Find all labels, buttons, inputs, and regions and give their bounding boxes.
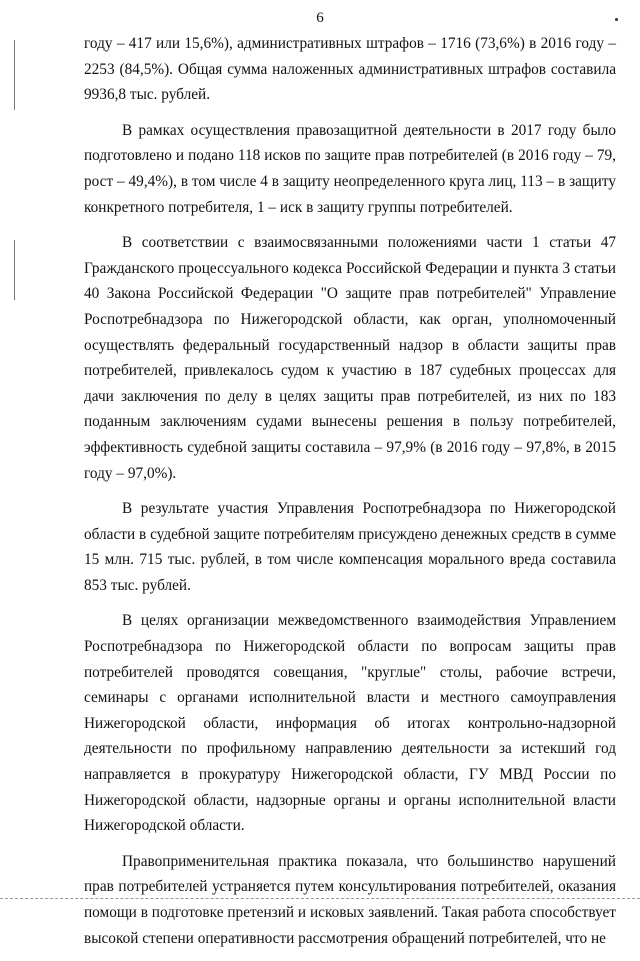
- scan-margin-mark: [14, 40, 15, 110]
- scan-bottom-edge: [0, 897, 640, 899]
- paragraph: году – 417 или 15,6%), административных штрафов – 1716 (73,6%) в 2016 году – 2253 (84,5%). Общая сумма наложенных административных штрафов составила 9936,8 тыс. рублей.: [84, 35, 616, 104]
- scan-dot: [615, 18, 618, 21]
- paragraph: В соответствии с взаимосвязанными положениями части 1 статьи 47 Гражданского процессуального кодекса Российской Федерации и пункта 3 статьи 40 Закона Российской Федерации "О защите прав потребителей" Управление Роспотребнадзора по Нижегородской области, как орган, уполномоченный осуществлять федеральный государственный надзор в области защиты прав потребителей, привлекалось судом к участию в 187 судебных процессах для дачи заключения по делу в целях защиты прав потребителей, из них по 183 поданным заключениям судами вынесены решения в пользу потребителей, эффективность судебной защиты составила – 97,9% (в 2016 году – 97,8%, в 2015 году – 97,0%).: [84, 234, 616, 482]
- paragraph: В рамках осуществления правозащитной деятельности в 2017 году было подготовлено и подано 118 исков по защите прав потребителей (в 2016 году – 79, рост – 49,4%), в том числе 4 в защиту неопределенного круга лиц, 113 – в защиту конкретного потребителя, 1 – иск в защиту группы потребителей.: [84, 121, 616, 216]
- page-number: 6: [316, 10, 324, 26]
- scan-margin-mark: [14, 240, 15, 300]
- paragraph: В результате участия Управления Роспотребнадзора по Нижегородской области в судебной защите потребителям присуждено денежных средств в сумме 15 млн. 715 тыс. рублей, в том числе компенсация морального вреда составила 853 тыс. рублей.: [84, 500, 616, 594]
- document-body: [84, 31, 616, 961]
- paragraph: В целях организации межведомственного взаимодействия Управлением Роспотребнадзора по Нижегородской области по вопросам защиты прав потребителей проводятся совещания, "круглые" столы, рабочие встречи, семинары с органами исполнительной власти и местного самоуправления Нижегородской области, информация об итогах контрольно-надзорной деятельности по профильному направлению деятельности за истекший год направляется в прокуратуру Нижегородской области, ГУ МВД России по Нижегородской области, надзорные органы и органы исполнительной власти Нижегородской области.: [84, 612, 616, 835]
- paragraph: Правоприменительная практика показала, что большинство нарушений прав потребителей устраняется путем консультирования потребителей, оказания помощи в подготовке претензий и исковых заявлений. Такая работа способствует высокой степени оперативности рассмотрения обращений потребителей, что не: [84, 852, 616, 947]
